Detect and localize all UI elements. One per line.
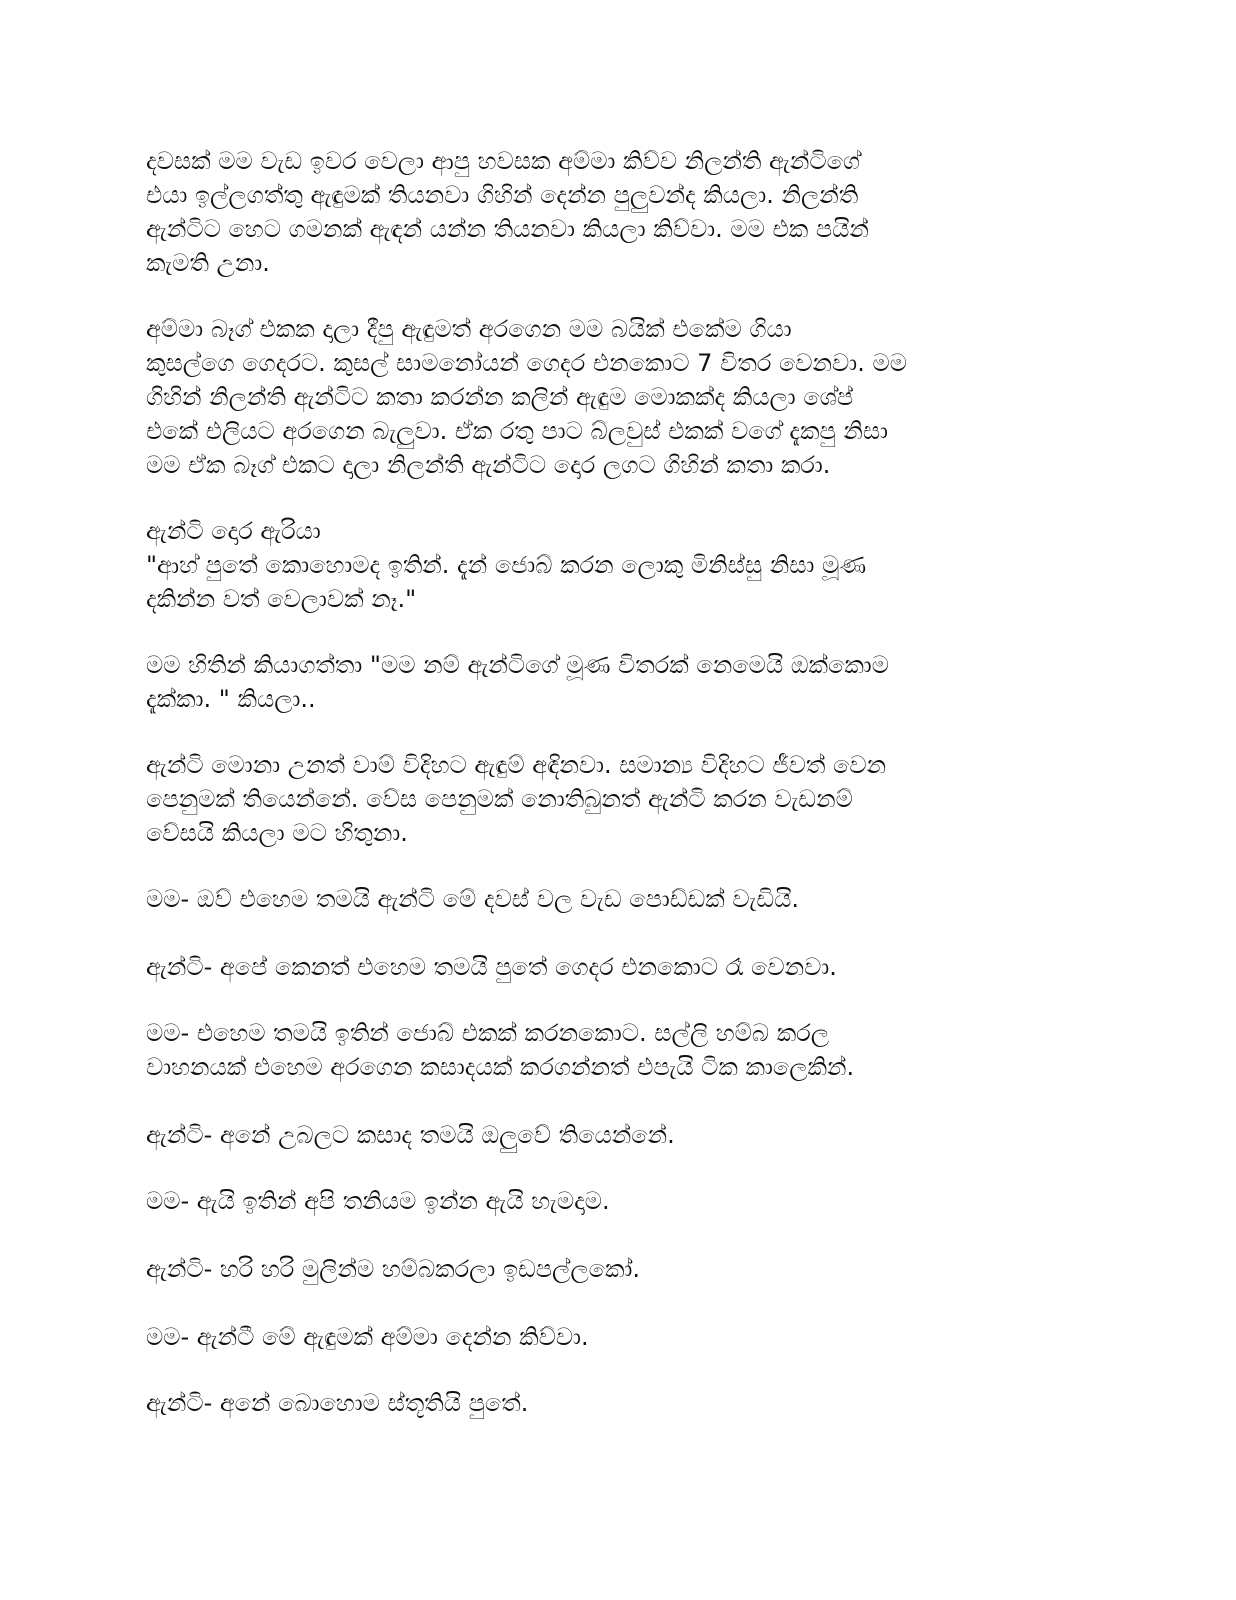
paragraph-13 <box>146 1386 1086 1420</box>
paragraph-line: ඇන්ටි- අපේ කෙනත් එහෙම තමයි පුතේ ගෙදර එනකොට රෑ වෙනවා. <box>146 953 837 981</box>
paragraph-line: පෙනුමක් තියෙන්නේ. වේස පෙනුමක් නොතිබුනත් ඇන්ටි කරන වැඩනම් <box>146 785 853 813</box>
paragraph-7 <box>146 950 1086 984</box>
paragraph-line: මම- එහෙම තමයි ඉතින් ජොබ් එකක් කරනකොට. සල්ලි හම්බ කරල <box>146 1019 830 1047</box>
paragraph-line: ඇන්ටි- අනේ උබලට කසාද තමයි ඔලුවේ තියෙන්නේ. <box>146 1121 675 1149</box>
paragraph-9 <box>146 1118 1086 1152</box>
paragraph-line: ඇන්ටිට හෙට ගමනක් ඇඳන් යන්න තියනවා කියලා කිව්වා. මම එක පයින් <box>146 215 869 243</box>
paragraph-12 <box>146 1320 1086 1354</box>
paragraph-line: වාහනයක් එහෙම අරගෙන කසාදයක් කරගන්නත් එපැයි ටික කාලෙකින්. <box>146 1053 855 1081</box>
paragraph-line: ඇන්ටි දොර ඇරියා <box>146 517 321 545</box>
paragraph-line: ඇන්ටි මොනා උනත් වාම් විදිහට ඇඳුම් අඳිනවා. සමාන්‍ය විදිහට ජීවත් වෙන <box>146 751 887 779</box>
paragraph-line: දවසක් මම වැඩ ඉවර වෙලා ආපු හවසක අම්මා කිව්ව නිලන්ති ඇන්ටිගේ <box>146 147 861 175</box>
paragraph-line: මම ඒක බෑග් එකට දාලා නිලන්ති ඇන්ටිට දොර ලගට ගිහින් කතා කරා. <box>146 451 831 479</box>
paragraph-5 <box>146 748 1086 850</box>
paragraph-3 <box>146 514 1086 616</box>
paragraph-line: අම්මා බෑග් එකක දාලා දීපු ඇඳුමත් අරගෙන මම බයික් එකේම ගියා <box>146 315 792 343</box>
paragraph-line: "ආහ් පුතේ කොහොමද ඉතින්. දැන් ජොබ් කරන ලොකු මිනිස්සු නිසා මූණ <box>146 551 867 579</box>
paragraph-line: කැමති උනා. <box>146 249 270 277</box>
paragraph-line: එකේ එලියට අරගෙන බැලුවා. ඒක රතු පාට බ්ලවුස් එකක් වගේ දැකපු නිසා <box>146 417 889 445</box>
paragraph-line: ඇන්ටි- හරි හරි මුලින්ම හම්බකරලා ඉඩපල්ලකෝ. <box>146 1255 640 1283</box>
paragraph-6 <box>146 882 1086 916</box>
paragraph-line: ඇන්ටි- අනේ බොහොම ස්තූතියි පුතේ. <box>146 1389 529 1417</box>
paragraph-11 <box>146 1252 1086 1286</box>
paragraph-2 <box>146 312 1086 482</box>
paragraph-10 <box>146 1184 1086 1218</box>
paragraph-line: දැක්කා. " කියලා.. <box>146 685 316 713</box>
paragraph-8 <box>146 1016 1086 1084</box>
paragraph-1 <box>146 144 1086 280</box>
paragraph-line: දකින්න වත් වෙලාවක් නෑ." <box>146 585 417 613</box>
paragraph-line: වේසයි කියලා මට හිතුනා. <box>146 819 408 847</box>
paragraph-line: මම- ඔව් එහෙම තමයි ඇන්ටි මේ දවස් වල වැඩ පොඩ්ඩක් වැඩියි. <box>146 885 800 913</box>
paragraph-4 <box>146 648 1086 716</box>
paragraph-line: ගිහින් නිලන්ති ඇන්ටිට කතා කරන්න කලින් ඇඳුම මොකක්ද කියලා ශේප් <box>146 383 854 411</box>
paragraph-line: මම හිතින් කියාගත්තා "මම නම් ඇන්ටිගේ මූණ විතරක් නෙමෙයි ඔක්කොම <box>146 651 889 679</box>
paragraph-line: එයා ඉල්ලගත්තු ඇඳුමක් තියනවා ගිහින් දෙන්න පුලුවන්ද කියලා. නිලන්ති <box>146 181 859 209</box>
paragraph-line: කුසල්ගෙ ගෙදරට. කුසල් සාමනෝයන් ගෙදර එනකොට 7 විතර වෙනවා. මම <box>146 349 907 377</box>
paragraph-line: මම- ඇයි ඉතින් අපි තනියම ඉන්න ඇයි හැමදාම. <box>146 1187 610 1215</box>
paragraph-line: මම- ඇන්ටී මේ ඇඳුමක් අම්මා දෙන්න කිව්වා. <box>146 1323 589 1351</box>
